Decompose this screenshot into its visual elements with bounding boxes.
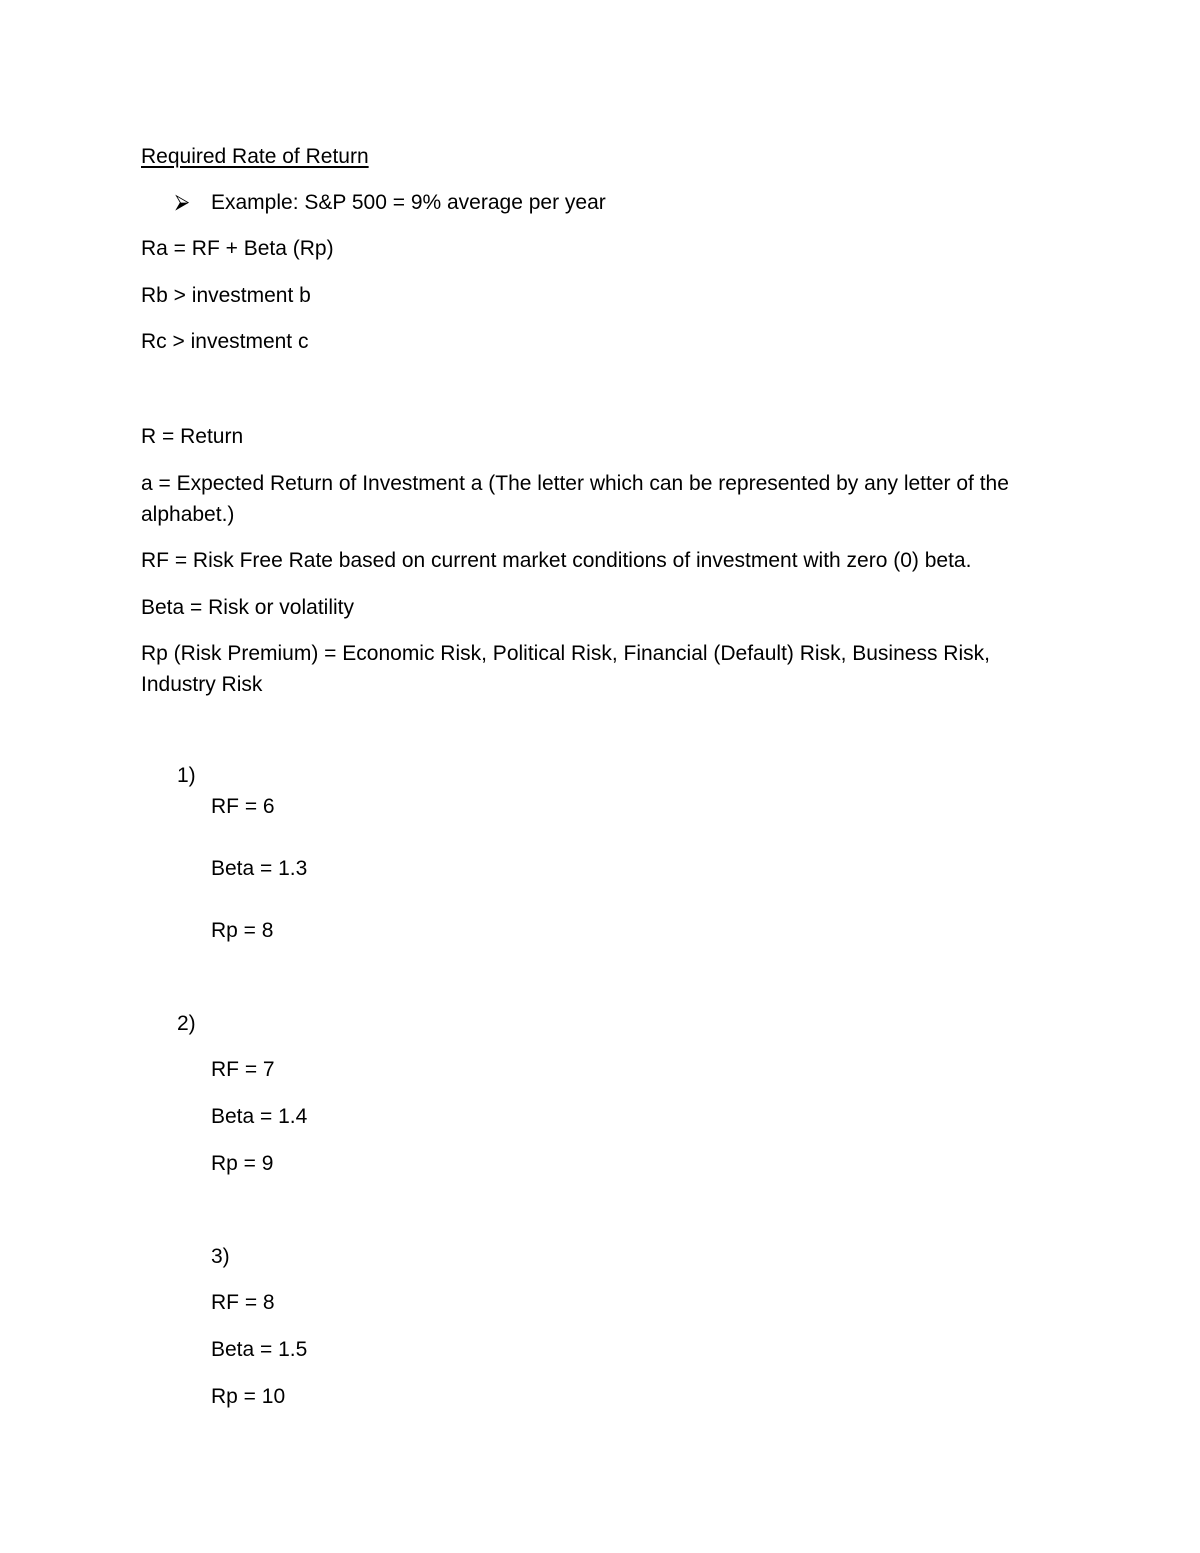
- problem-3-number: 3): [211, 1245, 230, 1268]
- problem-1-number: 1): [177, 764, 196, 787]
- problem-3-beta: Beta = 1.5: [211, 1338, 308, 1361]
- problem-1-rf: RF = 6: [211, 795, 275, 818]
- problem-3-rf: RF = 8: [211, 1291, 275, 1314]
- definition-r: R = Return: [141, 425, 244, 448]
- definition-rf: RF = Risk Free Rate based on current market conditions of investment with zero (0) beta.: [141, 549, 972, 572]
- arrowhead-bullet-icon: ⮚: [175, 191, 190, 213]
- definition-rp: Rp (Risk Premium) = Economic Risk, Political Risk, Financial (Default) Risk, Business Risk, Industry Risk: [141, 642, 990, 696]
- problem-1-rp: Rp = 8: [211, 919, 274, 942]
- formula-rc: Rc > investment c: [141, 330, 309, 353]
- definition-a: a = Expected Return of Investment a (The letter which can be represented by any letter of the alphabet.): [141, 472, 1009, 526]
- problem-1-beta: Beta = 1.3: [211, 857, 308, 880]
- definition-beta: Beta = Risk or volatility: [141, 596, 354, 619]
- problem-3-rp: Rp = 10: [211, 1385, 286, 1408]
- bullet-text: Example: S&P 500 = 9% average per year: [211, 191, 606, 214]
- problem-2-beta: Beta = 1.4: [211, 1105, 308, 1128]
- document-title: Required Rate of Return: [141, 145, 369, 168]
- formula-ra: Ra = RF + Beta (Rp): [141, 237, 334, 260]
- problem-2-rp: Rp = 9: [211, 1152, 274, 1175]
- formula-rb: Rb > investment b: [141, 284, 311, 307]
- problem-2-number: 2): [177, 1012, 196, 1035]
- problem-2-rf: RF = 7: [211, 1058, 275, 1081]
